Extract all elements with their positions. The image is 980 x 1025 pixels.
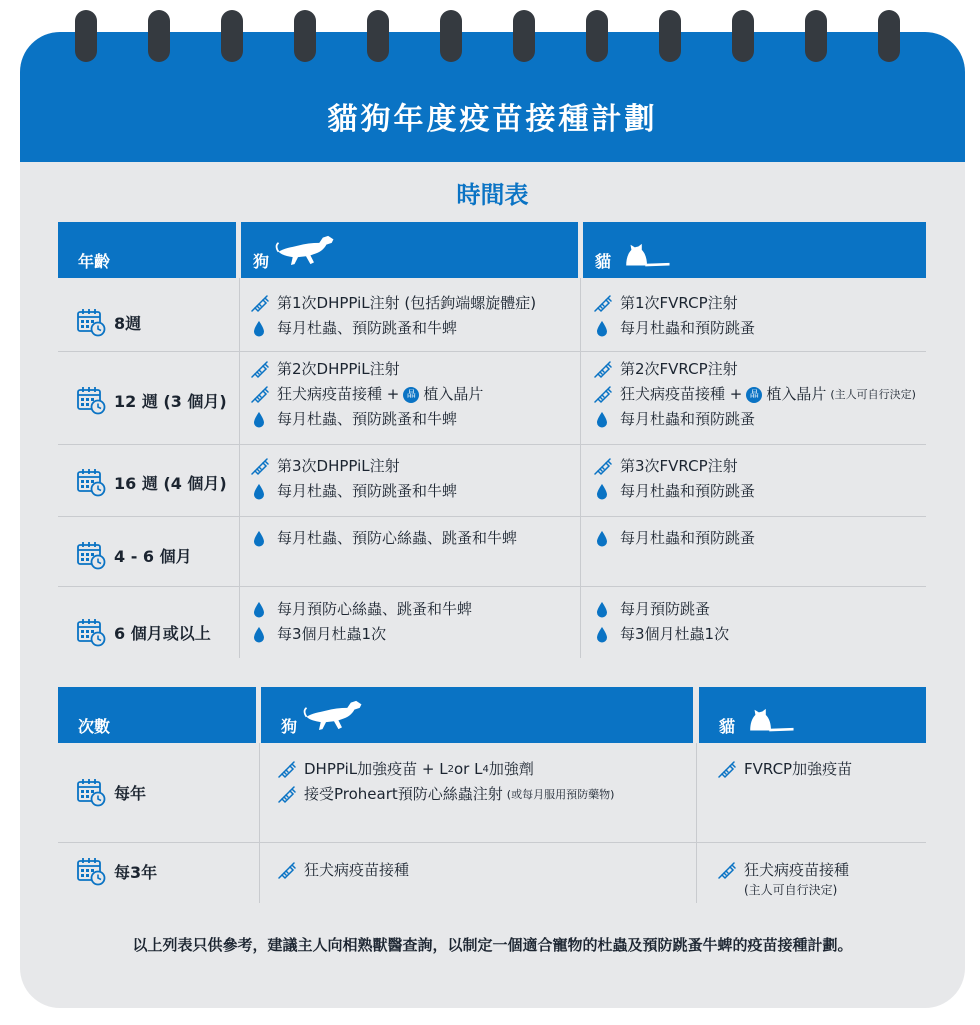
header-dog: 狗 xyxy=(261,687,693,743)
divider xyxy=(58,516,926,517)
microchip-icon: 晶 xyxy=(403,387,419,403)
drop-icon xyxy=(594,320,614,338)
divider xyxy=(58,586,926,587)
syringe-icon xyxy=(594,458,614,476)
drop-icon xyxy=(251,530,271,548)
binder-ring-icon xyxy=(75,10,97,62)
header-dog: 狗 xyxy=(241,222,578,278)
binder-ring-icon xyxy=(148,10,170,62)
dog-cell: 第3次DHPPiL注射 每月杜蟲、預防跳蚤和牛蜱 xyxy=(251,454,457,504)
drop-icon xyxy=(251,601,271,619)
calendar-icon xyxy=(76,540,106,570)
page-title: 貓狗年度疫苗接種計劃 xyxy=(327,102,658,137)
syringe-icon xyxy=(251,295,271,313)
drop-icon xyxy=(594,626,614,644)
calendar-icon xyxy=(76,777,106,807)
booster-row-label: 每3年 xyxy=(76,856,157,886)
syringe-icon xyxy=(594,386,614,404)
divider xyxy=(259,743,260,903)
syringe-icon xyxy=(278,786,298,804)
age-row-label: 16 週 (4 個月) xyxy=(76,467,227,497)
dog-cell: 第2次DHPPiL注射 狂犬病疫苗接種 + 晶 植入晶片 每月杜蟲、預防跳蚤和牛蜱 xyxy=(251,357,483,432)
dog-icon xyxy=(275,232,337,268)
age-row-label: 6 個月或以上 xyxy=(76,617,211,647)
booster-row-label: 每年 xyxy=(76,777,146,807)
dog-cell: 每月預防心絲蟲、跳蚤和牛蜱 每3個月杜蟲1次 xyxy=(251,597,472,647)
binder-ring-icon xyxy=(513,10,535,62)
syringe-icon xyxy=(278,761,298,779)
calendar-icon xyxy=(76,307,106,337)
drop-icon xyxy=(594,483,614,501)
drop-icon xyxy=(251,626,271,644)
age-row-label: 8週 xyxy=(76,307,141,337)
binder-ring-icon xyxy=(367,10,389,62)
syringe-icon xyxy=(718,761,738,779)
binder-ring-icon xyxy=(221,10,243,62)
dog-cell: 第1次DHPPiL注射 (包括鉤端螺旋體症) 每月杜蟲、預防跳蚤和牛蜱 xyxy=(251,291,536,341)
calendar-icon xyxy=(76,856,106,886)
syringe-icon xyxy=(251,386,271,404)
divider xyxy=(58,444,926,445)
cat-cell: 每月預防跳蚤 每3個月杜蟲1次 xyxy=(594,597,729,647)
drop-icon xyxy=(594,411,614,429)
dog-cell: DHPPiL加強疫苗 + L 2 or L 4 加強劑 接受Proheart預防心絲蟲注射 (或每月服用預防藥物) xyxy=(278,757,614,807)
microchip-icon: 晶 xyxy=(746,387,762,403)
drop-icon xyxy=(251,411,271,429)
syringe-icon xyxy=(594,295,614,313)
divider xyxy=(696,743,697,903)
binder-ring-icon xyxy=(805,10,827,62)
cat-icon xyxy=(745,707,797,735)
binder-ring-icon xyxy=(440,10,462,62)
divider xyxy=(58,842,926,843)
calendar-icon xyxy=(76,617,106,647)
binder-ring-icon xyxy=(659,10,681,62)
dog-cell: 每月杜蟲、預防心絲蟲、跳蚤和牛蜱 xyxy=(251,526,517,551)
header-cat: 貓 xyxy=(699,687,926,743)
drop-icon xyxy=(594,530,614,548)
divider xyxy=(58,351,926,352)
cat-cell: 第1次FVRCP注射 每月杜蟲和預防跳蚤 xyxy=(594,291,755,341)
header-times: 次數 xyxy=(58,687,256,743)
calendar-icon xyxy=(76,385,106,415)
drop-icon xyxy=(251,483,271,501)
divider xyxy=(580,278,581,658)
syringe-icon xyxy=(278,862,298,880)
age-row-label: 12 週 (3 個月) xyxy=(76,385,227,415)
calendar-icon xyxy=(76,467,106,497)
syringe-icon xyxy=(251,458,271,476)
syringe-icon xyxy=(718,862,738,880)
cat-icon xyxy=(621,242,673,270)
cat-cell: 第2次FVRCP注射 狂犬病疫苗接種 + 晶 植入晶片 (主人可自行決定) 每月杜蟲和預防跳蚤 xyxy=(594,357,916,432)
cat-cell: 狂犬病疫苗接種 (主人可自行決定) xyxy=(718,858,849,897)
drop-icon xyxy=(594,601,614,619)
dog-icon xyxy=(303,697,365,733)
divider xyxy=(239,278,240,658)
header-cat: 貓 xyxy=(583,222,926,278)
cat-cell: 每月杜蟲和預防跳蚤 xyxy=(594,526,755,551)
header-age: 年齡 xyxy=(58,222,236,278)
drop-icon xyxy=(251,320,271,338)
dog-cell: 狂犬病疫苗接種 xyxy=(278,858,409,883)
age-row-label: 4 - 6 個月 xyxy=(76,540,192,570)
syringe-icon xyxy=(594,361,614,379)
binder-ring-icon xyxy=(294,10,316,62)
binder-ring-icon xyxy=(732,10,754,62)
cat-cell: FVRCP加強疫苗 xyxy=(718,757,852,782)
syringe-icon xyxy=(251,361,271,379)
cat-cell: 第3次FVRCP注射 每月杜蟲和預防跳蚤 xyxy=(594,454,755,504)
binder-ring-icon xyxy=(878,10,900,62)
disclaimer-text: 以上列表只供參考，建議主人向相熟獸醫查詢，以制定一個適合寵物的杜蟲及預防跳蚤牛蜱的疫苗接種計劃。 xyxy=(132,936,853,954)
binder-ring-icon xyxy=(586,10,608,62)
schedule-title: 時間表 xyxy=(456,181,529,209)
